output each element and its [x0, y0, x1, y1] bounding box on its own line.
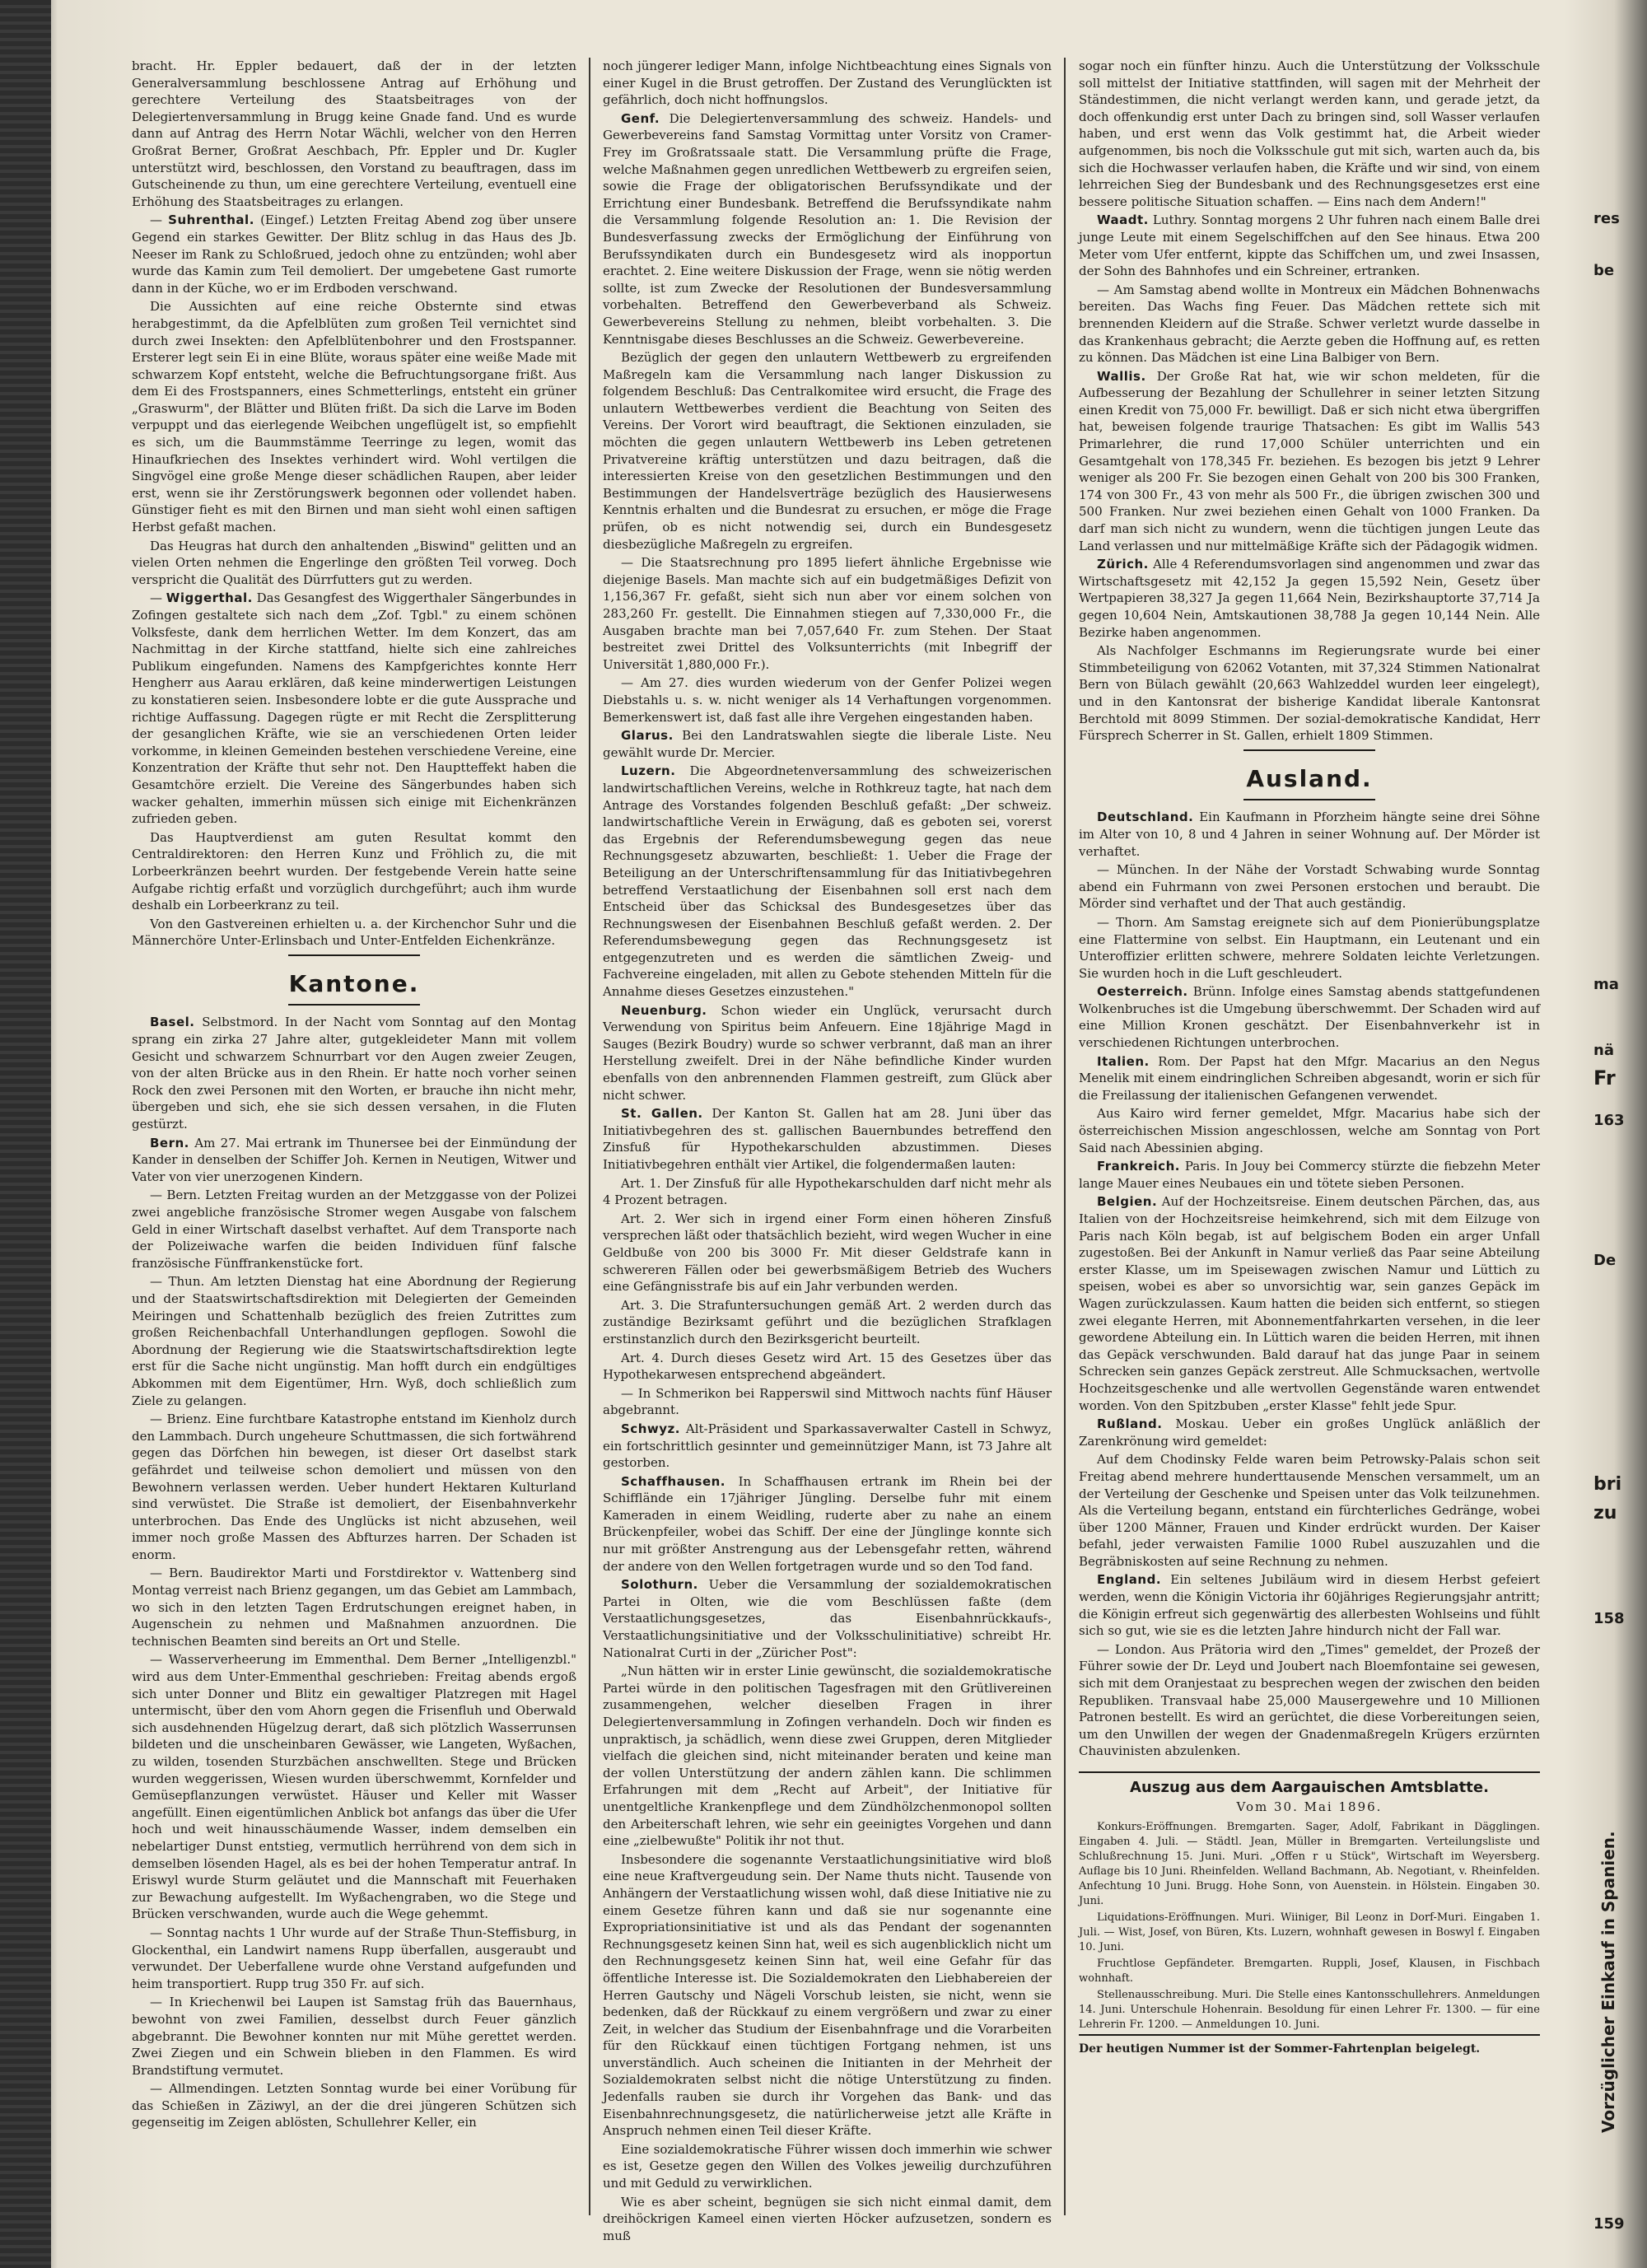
- article-text: bracht. Hr. Eppler bedauert, daß der in der letzten Generalversammlung beschlossene Antrag auf Erhöhung und gerechtere Verteilung des Staatsbeitrages von der Delegiertenversammlung in Brugg keine Gnade fand. Und es wurde dann auf Antrag des Herrn Notar Wächli, welcher von den Herren Großrat Berner, Großrat Aeschbach, Pfr. Eppler und Dr. Kugler unterstützt wird, beschlossen, den Vorstand zu beauftragen, dass im Gutscheinende zu thun, um eine gerechtere Verteilung, eventuell eine Erhöhung des Staatsbeitrages zu erlangen.: [132, 58, 576, 209]
- article-wallis: [1079, 368, 1540, 555]
- article-bern: [132, 1135, 576, 1186]
- article-text: Die Abgeordnetenversammlung des schweizerischen landwirtschaftlichen Vereins, welche in Rothkreuz tagte, hat nach dem Antrage des Vorstandes folgenden Beschluß gefaßt: „Der schweiz. landwirtschaftliche Verein in Erwägung, daß es geboten sei, vorerst das Ergebnis der Referendumsbewegung gegen das neue Rechnungsgesetz abzuwarten, beschließt: 1. Ueber die Frage der Beteiligung an der Unterschriftensammlung für das Initiativbegehren betreffend Verstaatlichung der Eisenbahnen soll erst nach dem Entscheid über das Schicksal des Bundesgesetzes über das Rechnungswesen der Eisenbahnen Beschluß gefaßt werden. 2. Der Referendumsbewegung gegen das Rechnungsgesetz ist entgegenzutreten und es werden die sämtlichen Zweig- und Fachvereine eingeladen, mit allen zu Gebote stehenden Mitteln für die Annahme dieses Gesetzes einzustehen.": [603, 763, 1052, 1000]
- article-text: Die Delegiertenversammlung des schweiz. Handels- und Gewerbevereins fand Samstag Vormittag unter Vorsitz von Cramer-Frey im Großratssaale statt. Die Versammlung prüfte die Frage, welche Maßnahmen gegen unredlichen Wettbewerb zu ergreifen seien, sowie die Frage der obligatorischen Berufssyndikate und der Errichtung einer Bundesbank. Betreffend die Berufssyndikate nahm die Versammlung folgende Resolution an: 1. Die Revision der Bundesverfassung zwecks der Ermöglichung der Einführung von Berufssyndikaten durch ein Bundesgesetz wird als inopportun erachtet. 2. Eine weitere Diskussion der Frage, wenn sie nötig werden sollte, ist zum Zwecke der Resolutionen der Bundesversammlung vorbehalten. Betreffend den Gewerbeverband als Schweiz. Gewerbevereins Stellung zu nehmen, bleibt vorbehalten. 3. Die Kenntnisgabe dieses Beschlusses an die Schweiz. Gewerbevereine.: [603, 110, 1052, 347]
- article-text: Ueber die Versammlung der sozialdemokratischen Partei in Olten, wie die vom Beschlüssen faßte (dem Verstaatlichungsgesetzes, das Eisenbahnrückkaufs-, Verstaatlichungsinitiative und der Volksschulinitiative) schreibt Hr. Nationalrat Curti in der „Züricher Post":: [603, 1577, 1052, 1660]
- place-heading: Italien.: [1097, 1053, 1150, 1069]
- article-text: — Am Samstag abend wollte in Montreux ein Mädchen Bohnenwachs bereiten. Das Wachs fing Feuer. Das Mädchen rettete sich mit brennenden Kleidern auf die Straße. Schwer verletzt wurde dasselbe in das Krankenhaus gebracht; die Aerzte geben die Hoffnung auf, es retten zu können. Das Mädchen ist eine Lina Balbiger von Bern.: [1079, 282, 1540, 366]
- article-text: — Bern. Letzten Freitag wurden an der Metzggasse von der Polizei zwei angebliche französische Stromer wegen Ausgabe von falschem Geld in einer Wirtschaft daselbst verhaftet. Auf dem Transporte nach der Polizeiwache warfen die beiden Individuen fünf falsche französische Fünffrankenstücke fort.: [132, 1188, 576, 1271]
- edge-fragment: be: [1593, 262, 1615, 279]
- place-heading: Wiggerthal.: [166, 590, 253, 606]
- article-england: [1079, 1571, 1540, 1639]
- article-text: — Sonntag nachts 1 Uhr wurde auf der Straße Thun-Steffisburg, in Glockenthal, ein Landwirt namens Rupp überfallen, ausgeraubt und verwundet. Der Ueberfallene wurde ohne Verstand aufgefunden und heim transportiert. Rupp trug 350 Fr. auf sich.: [132, 1925, 576, 1991]
- edge-fragment: zu: [1593, 1503, 1617, 1524]
- newspaper-page: [132, 58, 1548, 2243]
- article-schaffhausen: [603, 1473, 1052, 1575]
- article-text: Schon wieder ein Unglück, verursacht durch Verwendung von Spiritus beim Anfeuern. Eine 18jährige Magd in Sauges (Bezirk Boudry) wurde so schwer verbrannt, daß man an ihrer Herstellung zweifelt. Drei in der Nähe befindliche Kinder wurden ebenfalls von den anbrennenden Flammen gestreift, zum Glück aber nicht schwer.: [603, 1002, 1052, 1103]
- article-text: Rom. Der Papst hat den Mfgr. Macarius an den Negus Menelik mit einem eindringlichen Schreiben abgesandt, worin er sich für die Freilassung der italienischen Gefangenen verwendet.: [1079, 1053, 1540, 1103]
- article-text: Bei den Landratswahlen siegte die liberale Liste. Neu gewählt wurde Dr. Mercier.: [603, 728, 1052, 760]
- edge-fragment: Fr: [1593, 1066, 1616, 1090]
- place-heading: Frankreich.: [1097, 1159, 1180, 1174]
- column-2: [603, 58, 1052, 2243]
- article-st-gallen: [603, 1105, 1052, 1173]
- article-text: Als Nachfolger Eschmanns im Regierungsrate wurde bei einer Stimmbeteiligung von 62062 Votanten, mit 37,324 Stimmen Nationalrat Bern von Bülach gewählt (20,663 Wahlzeddel wurden leer eingelegt), und in den Kantonsrat der bisherige Kandidat liberale Kantonsrat Berchtold mit 8099 Stimmen. Der sozial-demokratische Kandidat, Herr Fürsprech Scherrer in St. Gallen, erhielt 1809 Stimmen.: [1079, 643, 1540, 744]
- place-heading: Bern.: [150, 1135, 189, 1150]
- article-neuenburg: [603, 1002, 1052, 1104]
- place-heading: Solothurn.: [621, 1577, 698, 1593]
- article-text: Art. 1. Der Zinsfuß für alle Hypothekarschulden darf nicht mehr als 4 Prozent betragen.: [603, 1175, 1052, 1208]
- article-text: Aus Kairo wird ferner gemeldet, Mfgr. Macarius habe sich der österreichischen Mission angeschlossen, welche am Sonntag von Port Said nach Abessinien abging.: [1079, 1106, 1540, 1155]
- amtsblatt-date: Vom 30. Mai 1896.: [1236, 1799, 1383, 1814]
- article-frankreich: [1079, 1158, 1540, 1192]
- article-text: (Eingef.) Letzten Freitag Abend zog über unsere Gegend ein starkes Gewitter. Der Blitz schlug in das Haus des Jb. Neeser im Rank zu Schloßrued, jedoch ohne zu entzünden; wohl aber wurde das Kamin zum Teil demoliert. Der umgebetene Gast rumorte dann in der Küche, wo er im Erdboden verschwand.: [132, 212, 576, 296]
- article-text: noch jüngerer lediger Mann, infolge Nichtbeachtung eines Signals von einer Kugel in die Brust getroffen. Der Zustand des Verunglückten ist gefährlich, doch nicht hoffnungslos.: [603, 58, 1052, 108]
- article-belgien: [1079, 1193, 1540, 1414]
- amtsblatt-title: Auszug aus dem Aargauischen Amtsblatte.: [1079, 1771, 1540, 1797]
- edge-vertical-advert: Vorzüglicher Einkauf in Spanien.: [1598, 1831, 1618, 2133]
- article-text: — Die Staatsrechnung pro 1895 liefert ähnliche Ergebnisse wie diejenige Basels. Man machte sich auf ein budgetmäßiges Defizit von 1,156,367 Fr. gefaßt, sieht sich nun aber vor einem solchen von 283,260 Fr. gestellt. Die Einnahmen stiegen auf 7,330,000 Fr., die Ausgaben brachte man bei 7,057,640 Fr. zum Stehen. Der Staat bestreitet zwei Drittel des Volksunterrichts (mit Inbegriff der Universität 1,880,000 Fr.).: [603, 555, 1052, 672]
- article-basel: [132, 1014, 576, 1132]
- place-heading: Schaffhausen.: [621, 1473, 726, 1489]
- place-heading: Zürich.: [1097, 557, 1149, 572]
- section-divider: [1243, 799, 1375, 800]
- place-heading: Glarus.: [621, 728, 674, 744]
- article-text: — Thun. Am letzten Dienstag hat eine Abordnung der Regierung und der Staatswirtschaftsdirektion mit Delegierten der Gemeinden Meiringen und Schattenhalb bezüglich des freien Zutrittes zum großen Reichenbachfall Unterhandlungen gepflogen. Sowohl die Abordnung der Regierung wie die Staatswirtschaftsdirektion legte erst für die Sache nicht ungünstig. Man hofft durch ein endgültiges Abkommen mit dem Eigentümer, Hrn. Wyß, doch schließlich zum Ziele zu gelangen.: [132, 1274, 576, 1408]
- article-text: — Brienz. Eine furchtbare Katastrophe entstand im Kienholz durch den Lammbach. Durch ungeheure Schuttmassen, die sich fortwährend gegen das Dörfchen hin bewegen, ist dieser Ort daselbst stark gefährdet und teilweise schon demoliert und müssen von den Bewohnern verlassen werden. Ueber hundert Hektaren Kulturland sind verwüstet. Die Straße ist demoliert, der Eisenbahnverkehr unterbrochen. Das Ende des Unglücks ist nicht abzusehen, weil immer noch große Massen des Abfturzes harren. Der Schaden ist enorm.: [132, 1412, 576, 1562]
- binding-gutter: [0, 0, 51, 2268]
- place-heading: Belgien.: [1097, 1194, 1158, 1210]
- article-italien: [1079, 1053, 1540, 1104]
- amtsblatt-entry: Konkurs-Eröffnungen. Bremgarten. Sager, Adolf, Fabrikant in Dägglingen. Eingaben 4. Juli. — Städtl. Jean, Müller in Bremgarten. Verteilungsliste und Schlußrechnung 15. Juni. Muri. „Offen r u Stück", Wirtschaft im Weyersberg. Auflage bis 10 Juni. Rheinfelden. Welland Bachmann, Ab. Negotiant, v. Rheinfelden. Anfechtung 10 Juni. Brugg. Hohe Sonn, von Auenstein. in Hölstein. Eingaben 30. Juni.: [1079, 1821, 1540, 1908]
- place-heading: England.: [1097, 1572, 1162, 1588]
- section-heading-kantone: Kantone.: [288, 969, 420, 997]
- article-text: Der Kanton St. Gallen hat am 28. Juni über das Initiativbegehren des st. gallischen Bauernbundes betreffend den Zinsfuß für Hypothekarschulden abzustimmen. Dieses Initiativbegehren enthält vier Artikel, die folgendermaßen lauten:: [603, 1106, 1052, 1172]
- adjacent-page-edge: [1593, 0, 1647, 2268]
- article-text: — In Kriechenwil bei Laupen ist Samstag früh das Bauernhaus, bewohnt von zwei Familien, desselbst durch Feuer gänzlich abgebrannt. Die Bewohner konnten nur mit Mühe gerettet werden. Zwei Ziegen und ein Schwein blieben in den Flammen. Es wird Brandstiftung vermutet.: [132, 1995, 576, 2078]
- section-heading-ausland: Ausland.: [1246, 764, 1373, 792]
- article-genf: [603, 110, 1052, 348]
- place-heading: St. Gallen.: [621, 1106, 703, 1122]
- article-schwyz: [603, 1421, 1052, 1472]
- article-text: Alle 4 Referendumsvorlagen sind angenommen und zwar das Wirtschaftsgesetz mit 42,152 Ja gegen 15,592 Nein, Gesetz über Wertpapieren 38,327 Ja gegen 11,664 Nein, Bezirkshauptorte 37,714 Ja gegen 10,604 Nein, Amtskautionen 38,788 Ja gegen 10,144 Nein. Alle Bezirke haben angenommen.: [1079, 557, 1540, 640]
- article-text: Selbstmord. In der Nacht vom Sonntag auf den Montag sprang ein zirka 27 Jahre alter, gutgekleideter Mann mit vollem Gesicht und schwarzem Schnurrbart vor den Augen zweier Zeugen, von der alten Brücke aus in den Rhein. Er hatte noch vorher seinen Rock den zwei Personen mit den Worten, er brauche ihn nicht mehr, übergeben und sich, ehe sie sich dessen versahen, in die Fluten gestürzt.: [132, 1015, 576, 1132]
- article-oesterreich: [1079, 983, 1540, 1051]
- article-text: Art. 4. Durch dieses Gesetz wird Art. 15 des Gesetzes über das Hypothekarwesen entsprechend abgeändert.: [603, 1350, 1052, 1383]
- article-russland: [1079, 1416, 1540, 1449]
- article-text: Wie es aber scheint, begnügen sie sich nicht einmal damit, dem dreihöckrigen Kameel einen vierten Höcker aufzusetzen, sondern es muß: [603, 2194, 1052, 2243]
- article-suhrenthal: — Suhrenthal. (Eingef.) Letzten Freitag Abend zog über unsere Gegend ein starkes Gewitter. Der Blitz schlug in das Haus des Jb. Neeser im Rank zu Schloßrued, jedoch ohne zu entzünden; wohl aber wurde das Kamin zum Teil demoliert. Der umgebetene Gast rumorte dann in der Küche, wo er im Erdboden verschwand.: [132, 212, 576, 296]
- place-heading: Neuenburg.: [621, 1002, 707, 1018]
- place-heading: Basel.: [150, 1015, 195, 1030]
- article-text: Das Hauptverdienst am guten Resultat kommt den Centraldirektoren: den Herren Kunz und Fröhlich zu, die mit Lorbeerkränzen beehrt wurden. Der festgebende Verein hatte seine Aufgabe richtig erfaßt und vorzüglich durchgeführt; auch ihm wurde deshalb ein Lorbeerkranz zu teil.: [132, 829, 576, 913]
- place-heading: Luzern.: [621, 763, 676, 779]
- place-heading: Oesterreich.: [1097, 984, 1188, 1000]
- article-text: — Wasserverheerung im Emmenthal. Dem Berner „Intelligenzbl." wird aus dem Unter-Emmenthal geschrieben: Freitag abends ergoß sich unter Donner und Blitz ein gewaltiger Platzregen mit Hagel untermischt, über den vom Ahorn gegen die Frisenfluh und Oberwald sich ausdehnenden Hügelzug derart, daß sich plötzlich Wasserrunsen bildeten und die unscheinbaren Gewässer, wie Langeten, Wyßachen, zu wilden, tosenden Sturzbächen anschwellten. Stege und Brücken wurden weggerissen, Wiesen wurden überschwemmt, Kornfelder und Gemüsepflanzungen verwüstet. Häuser und Keller mit Wasser angefüllt. Einen eigentümlichen Anblick bot anfangs das über die Ufer hoch und weit hinausschäumende Wasser, indem demselben ein nebelartiger Dunst entstieg, vermutlich herrührend von dem sich in demselben lösenden Hagel, als es bei der hohen Temperatur antraf. In Eriswyl wurde Sturm geläutet und die Mannschaft mit Feuerhaken zur Bewachung aufgestellt. Im Wyßachengraben, wo die Stege und Brücken verschwanden, wurde auch die Wege gehemmt.: [132, 1652, 576, 1922]
- article-text: Brünn. Infolge eines Samstag abends stattgefundenen Wolkenbruches ist die Umgebung überschwemmt. Der Schaden wird auf eine Million Kronen geschätzt. Der Eisenbahnverkehr ist in verschiedenen Richtungen unterbrochen.: [1079, 984, 1540, 1051]
- article-solothurn: [603, 1576, 1052, 1661]
- article-text: — Bern. Baudirektor Marti und Forstdirektor v. Wattenberg sind Montag verreist nach Brienz gegangen, um das Gebiet am Lammbach, wo sich in den letzten Tagen Erdrutschungen ereignet haben, in Augenschein zu nehmen und Maßnahmen anzuordnen. Die technischen Beamten sind bereits an Ort und Stelle.: [132, 1566, 576, 1649]
- place-heading: Waadt.: [1097, 212, 1149, 228]
- place-heading: Suhrenthal.: [168, 212, 254, 228]
- section-divider: [1243, 749, 1375, 751]
- article-text: — In Schmerikon bei Rapperswil sind Mittwoch nachts fünf Häuser abgebrannt.: [603, 1385, 1052, 1418]
- article-text: Insbesondere die sogenannte Verstaatlichungsinitiative wird bloß eine neue Kraftvergeudung sein. Der Name thuts nicht. Tausende von Anhängern der Verstaatlichung wissen wohl, daß diese Initiative nie zu einem Gesetze führen kann und daß sie nur sogenannte eine Expropriationsinitiative ist und als das Pendant der sogenannten Rechnungsgesetz keinen Sinn hat, weil es sich augenblicklich nicht um den Rechnungsgesetz keinen Sinn hat, weil eine Gefahr für das öffentliche Interesse ist. Die Sozialdemokraten den Liebhabereien der Herren Gautschy und Nägeli Vorschub leisten, sie nicht, wenn sie bedenken, daß der Rückkauf zu einem vergrößern und zwar zu einer Zeit, in welcher das Studium der Eisenbahnfrage und die Vorarbeiten für den Rückkauf einen tüchtigen Fortgang nehmen, ist uns unverständlich. Auch scheinen die Initianten in der Mehrheit der Sozialdemokraten selbst nicht die nötige Unterstützung zu finden. Jedenfalls rauben sie durch ihr Vorgehen das Bank- und das Eisenbahnrechnungsgesetz, die natürlicherweise jetzt alle Kräfte in Anspruch nehmen einen Teil dieser Kräfte.: [603, 1851, 1052, 2139]
- column-1: [132, 58, 576, 2232]
- article-text: Das Gesangfest des Wiggerthaler Sängerbundes in Zofingen gestaltete sich nach dem „Zof. Tgbl." zu einem schönen Volksfeste, dank dem herrlichen Wetter. Im dem Konzert, das am Nachmittag in der Kirche stattfand, hielte sich eine zahlreiches Publikum eingefunden. Namens des Kampfgerichtes konnte Herr Hengherr aus Aarau erklären, daß keine minderwertigen Leistungen zu konstatieren seien. Insbesondere lobte er die gute Aussprache und richtige Auffassung. Dagegen rügte er mit Recht die Zersplitterung der gesanglichen Kräfte, wie sie an verschiedenen Orten leider vorkomme, in kleinen Gemeinden bestehen verschiedene Vereine, eine Konzentration der Kräfte thut sehr not. Den Hauptteffekt haben die Gesamtchöre erzielt. Die Vereine des Sängerbundes haben sich wacker gehalten, immerhin müssen sich einige mit Eichenkränzen zufrieden geben.: [132, 590, 576, 827]
- article-text: Auf dem Chodinsky Felde waren beim Petrowsky-Palais schon seit Freitag abend mehrere hunderttausende Menschen versammelt, um an der Verteilung der Geschenke und Speisen unter das Volk teilzunehmen. Als die Verteilung begann, entstand ein fürchterliches Gedränge, wobei über 1200 Männer, Frauen und Kinder erdrückt wurden. Der Kaiser befahl, jeder verwaisten Familie 1000 Rubel auszuzahlen und die Begräbniskosten auf seine Rechnung zu nehmen.: [1079, 1452, 1540, 1569]
- section-divider: [288, 954, 420, 956]
- article-text: — Allmendingen. Letzten Sonntag wurde bei einer Vorübung für das Schießen in Zäziwyl, an der die drei jüngeren Schützen sich gegenseitig im Zeigen ablösten, Schullehrer Keller, ein: [132, 2081, 576, 2130]
- article-text: Art. 3. Die Strafuntersuchungen gemäß Art. 2 werden durch das zuständige Bezirksamt geführt und die bezüglichen Strafklagen erstinstanzlich durch den Bezirksgericht beurteilt.: [603, 1297, 1052, 1346]
- article-text: Am 27. Mai ertrank im Thunersee bei der Einmündung der Kander in denselben der Schiffer Joh. Kernen in Neutigen, Witwer und Vater von vier unerzogenen Kindern.: [132, 1135, 576, 1184]
- article-text: Moskau. Ueber ein großes Unglück anläßlich der Zarenkrönung wird gemeldet:: [1079, 1416, 1540, 1449]
- column-rule: [1064, 58, 1066, 2215]
- supplement-notice: Der heutigen Nummer ist der Sommer-Fahrtenplan beigelegt.: [1079, 2034, 1540, 2058]
- article-text: „Nun hätten wir in erster Linie gewünscht, die sozialdemokratische Partei würde in den politischen Tagesfragen mit den Grütlivereinen zusammengehen, welcher dieselben Fragen in ihrer Delegiertenversammlung in Zofingen verhandeln. Doch wir finden es unpraktisch, ja schädlich, wenn diese zwei Gruppen, deren Mitglieder vielfach die gleichen sind, nicht miteinander beraten und keine man der vollen Unterstützung der andern zählen kann. Die schlimmen Erfahrungen mit dem „Recht auf Arbeit", der Initiative für unentgeltliche Krankenpflege und dem Zündhölzchenmonopol sollten den Arbeiterschaft lehren, wie sehr ein geeinigtes Vorgehen und dann eine „zielbewußte" Politik ihr not thut.: [603, 1664, 1052, 1849]
- article-glarus: [603, 727, 1052, 761]
- place-heading: Wallis.: [1097, 368, 1146, 384]
- article-wiggerthal: — Wiggerthal. Das Gesangfest des Wiggerthaler Sängerbundes in Zofingen gestaltete sich nach dem „Zof. Tgbl." zu einem schönen Volksfeste, dank dem herrlichen Wetter. Im dem Konzert, das am Nachmittag in der Kirche stattfand, hielte sich eine zahlreiches Publikum eingefunden. Namens des Kampfgerichtes konnte Herr Hengherr aus Aarau erklären, daß keine minderwertigen Leistungen zu konstatieren seien. Insbesondere lobte er die gute Aussprache und richtige Auffassung. Dagegen rügte er mit Recht die Zersplitterung der gesanglichen Kräfte, wie sie an verschiedenen Orten leider vorkomme, in kleinen Gemeinden bestehen verschiedene Vereine, eine Konzentration der Kräfte thut sehr not. Den Hauptteffekt haben die Gesamtchöre erzielt. Die Vereine des Sängerbundes haben sich wacker gehalten, immerhin müssen sich einige mit Eichenkränzen zufrieden geben.: [132, 590, 576, 827]
- article-text: In Schaffhausen ertrank im Rhein bei der Schifflände ein 17jähriger Jüngling. Derselbe fuhr mit einem Kameraden in einem Weidling, ruderte aber zu nahe an einem Brückenpfeiler, wobei das Schiff. Der eine der Jünglinge konnte sich nur mit größter Anstrengung aus der Lebensgefahr retten, während der andere von den Wellen fortgetragen wurde und so den Tod fand.: [603, 1473, 1052, 1574]
- edge-fragment: res: [1593, 210, 1620, 227]
- article-luzern: [603, 763, 1052, 1000]
- amtsblatt-entry: Fruchtlose Gepfändeter. Bremgarten. Ruppli, Josef, Klausen, in Fischbach wohnhaft.: [1079, 1958, 1540, 1986]
- edge-fragment: 159: [1593, 2215, 1625, 2233]
- article-text: — Am 27. dies wurden wiederum von der Genfer Polizei wegen Diebstahls u. s. w. nicht weniger als 14 Verhaftungen vorgenommen. Bemerkenswert ist, daß fast alle ihre Vergehen eingestanden haben.: [603, 675, 1052, 725]
- article-text: sogar noch ein fünfter hinzu. Auch die Unterstützung der Volksschule soll mittelst der Initiative stattfinden, will sagen mit der Mehrheit der Ständestimmen, die nicht verlangt werden kann, und gerade jetzt, da doch offenkundig erst unter Dach zu bringen sind, soll Wasser verlaufen haben, und erst wenn das Volk gestimmt hat, die Arbeit wieder aufgenommen, bis noch die Volksschule gut mit sich, warten auch da, bis sich die Hochwasser verlaufen haben, die Kräfte und wir sind, von einem lehrreichen Sieg der Bundesbank und des Rechnungsgesetzes erst eine bessere politische Situation schaffen. — Eins nach dem Andern!": [1079, 58, 1540, 209]
- article-text: Der Große Rat hat, wie wir schon meldeten, für die Aufbesserung der Bezahlung der Schullehrer in seiner letzten Sitzung einen Kredit von 75,000 Fr. bewilligt. Daß er sich nicht etwa übergriffen hat, beweisen folgende traurige Thatsachen: Es gibt im Wallis 543 Primarlehrer, die rund 17,000 Schüler unterrichten und ein Gesamtgehalt von 178,345 Fr. beziehen. Es bezogen bis jetzt 9 Lehrer weniger als 200 Fr. Sie bezogen einen Gehalt von 200 bis 300 Franken, 174 von 300 Fr., 43 von mehr als 500 Fr., die übrigen zwischen 300 und 500 Franken. Nur zwei beziehen einen Gehalt von 1000 Franken. Da darf man sich nicht zu wundern, wenn die tüchtigen jungen Leute das Land verlassen und nur mittelmäßige Kräfte sich der Pädagogik widmen.: [1079, 368, 1540, 553]
- article-deutschland: [1079, 809, 1540, 860]
- article-text: Bezüglich der gegen den unlautern Wettbewerb zu ergreifenden Maßregeln kam die Versammlung nach langer Diskussion zu folgendem Beschluß: Das Centralkomitee wird ersucht, die Frage des unlautern Wettbewerbes verdient die Beachtung von Seiten des Vereins. Der Vorort wird beauftragt, die Sektionen einzuladen, sie möchten die gegen unlautern Wettbewerb ins Leben getretenen Privatvereine kräftig unterstützen und dazu beitragen, daß die interessierten Kreise von den gesetzlichen Bestimmungen und den Bestimmungen der Handelsverträge bezüglich des Hausierwesens Kenntnis erhalten und die Bundesrat zu ersuchen, er möge die Frage prüfen, ob es nicht notwendig sei, durch ein Bundesgesetz diesbezügliche Maßregeln zu ergreifen.: [603, 350, 1052, 552]
- article-text: Das Heugras hat durch den anhaltenden „Biswind" gelitten und an vielen Orten nehmen die Engerlinge den größten Teil vorweg. Doch verspricht die Qualität des Dürrfutters gut zu werden.: [132, 538, 576, 587]
- edge-fragment: nä: [1593, 1042, 1614, 1059]
- edge-fragment: 163: [1593, 1112, 1625, 1129]
- place-heading: Genf.: [621, 110, 660, 126]
- article-text: Art. 2. Wer sich in irgend einer Form einen höheren Zinsfuß versprechen läßt oder thatsächlich bezieht, wird wegen Wucher in eine Geldbuße von 200 bis 3000 Fr. Mit dieser Geldstrafe kann in schwereren Fällen oder bei gewerbsmäßigem Betrieb des Wuchers eine Gefängnisstrafe bis auf ein Jahr verbunden werden.: [603, 1211, 1052, 1295]
- amtsblatt-entry: Stellenausschreibung. Muri. Die Stelle eines Kantonsschullehrers. Anmeldungen 14. Juni. Unterschule Hohenrain. Besoldung für einen Lehrer Fr. 1300. — für eine Lehrerin Fr. 1200. — Anmeldungen 10. Juni.: [1079, 1989, 1540, 2032]
- place-heading: Schwyz.: [621, 1421, 680, 1436]
- article-waadt: [1079, 212, 1540, 279]
- article-text: Alt-Präsident und Sparkassaverwalter Castell in Schwyz, ein fortschrittlich gesinnter und gemeinnütziger Mann, ist 73 Jahre alt gestorben.: [603, 1421, 1052, 1471]
- place-heading: Deutschland.: [1097, 810, 1194, 825]
- edge-fragment: De: [1593, 1252, 1617, 1269]
- section-divider: [288, 1004, 420, 1006]
- article-text: — Thorn. Am Samstag ereignete sich auf dem Pionierübungsplatze eine Flattermine von selbst. Ein Hauptmann, ein Leutenant und ein Unteroffizier erlitten schwere, mehrere Soldaten leichte Verletzungen. Sie wurden hoch in die Luft geschleudert.: [1079, 914, 1540, 981]
- edge-fragment: ma: [1593, 976, 1619, 993]
- article-text: Paris. In Jouy bei Commercy stürzte die fiebzehn Meter lange Mauer eines Neubaues ein und tötete sieben Personen.: [1079, 1159, 1540, 1191]
- article-text: Eine sozialdemokratische Führer wissen doch immerhin wie schwer es ist, Gesetze gegen den Willen des Volkes jeweilig durchzuführen und mit Geduld zu verwirklichen.: [603, 2141, 1052, 2191]
- article-text: — München. In der Nähe der Vorstadt Schwabing wurde Sonntag abend ein Fuhrmann von zwei Personen erstochen und beraubt. Die Mörder sind verhaftet und der That auch geständig.: [1079, 862, 1540, 912]
- amtsblatt-entry: Liquidations-Eröffnungen. Muri. Wiiniger, Bil Leonz in Dorf-Muri. Eingaben 1. Juli. — Wist, Josef, von Büren, Kts. Luzern, wohnhaft gewesen in Boswyl f. Eingaben 10. Juni.: [1079, 1911, 1540, 1954]
- article-text: Ein Kaufmann in Pforzheim hängte seine drei Söhne im Alter von 10, 8 und 4 Jahren in seiner Wohnung auf. Der Mörder ist verhaftet.: [1079, 810, 1540, 859]
- edge-fragment: 158: [1593, 1610, 1625, 1627]
- article-text: Die Aussichten auf eine reiche Obsternte sind etwas herabgestimmt, da die Apfelblüten zum großen Teil vernichtet sind durch zwei Insekten: den Apfelblütenbohrer und den Frostspanner. Ersterer legt sein Ei in eine Blüte, woraus später eine weiße Made mit schwarzem Kopf entsteht, welche die Befruchtungsorgane frißt. Aus dem Ei des Frostspanners, eines Schmetterlings, entsteht ein grüner „Graswurm", der Blätter und Blüten frißt. Da sich die Larve im Boden verpuppt und das eierlegende Weibchen ungeflügelt ist, so empfiehlt es sich, um die Baummstämme Teerringe zu legen, womit das Hinaufkriechen des Insektes verhindert wird. Wohl vertilgen die Singvögel eine große Menge dieser schädlichen Raupen, aber leider erst, wenn sie ihr Zerstörungswerk begonnen oder vollendet haben. Günstiger fieht es mit den Birnen und man sieht wohl einen saftigen Herbst gefaßt machen.: [132, 299, 576, 535]
- article-text: Ein seltenes Jubiläum wird in diesem Herbst gefeiert werden, wenn die Königin Victoria ihr 60jähriges Regierungsjahr antritt; die Königin erfreut sich gegenwärtig des allerbesten Wohlseins und fühlt sich so gut, wie sie es die letzten Jahre hindurch nicht der Fall war.: [1079, 1572, 1540, 1639]
- column-3: [1079, 58, 1540, 2232]
- article-text: Von den Gastvereinen erhielten u. a. der Kirchenchor Suhr und die Männerchöre Unter-Erlinsbach und Unter-Entfelden Eichenkränze.: [132, 916, 576, 949]
- article-text: — London. Aus Prätoria wird den „Times" gemeldet, der Prozeß der Führer sowie der Dr. Leyd und Joubert nach Bloemfontaine sei gewesen, sich mit dem Oranjestaat zu besprechen wegen der zwischen den beiden Republiken. Transvaal habe 25,000 Mausergewehre und 10 Millionen Patronen bestellt. Es wird an gerüchtet, die diese Vorbereitungen seien, um den Unwillen der wegen der Gnadenmaßregeln Krügers erzürnten Chauvinisten abzulenken.: [1079, 1641, 1540, 1759]
- column-rule: [589, 58, 590, 2215]
- article-zuerich: [1079, 556, 1540, 641]
- article-text: Auf der Hochzeitsreise. Einem deutschen Pärchen, das, aus Italien von der Hochzeitsreise heimkehrend, sich mit dem Eilzuge von Paris nach Köln begab, ist auf belgischem Boden ein arger Unfall zugestoßen. Bei der Ankunft in Namur verließ das Paar seine Abteilung erster Klasse, um im Speisewagen zwischen Namur und Lüttich zu speisen, wobei es aber so unvorsichtig war, sein ganzes Gepäck im Wagen zurückzulassen. Kaum hatten die beiden sich entfernt, so stiegen zwei elegante Herren, mit Abonnementfahrkarten versehen, in die leer gewordene Abteilung ein. In Lüttich waren die beiden Herren, mit ihnen das Gepäck verschwunden. Bald darauf hat das junge Paar in seinem Schrecken sein ganzes Gepäck zerstreut. Alle Schmucksachen, wertvolle Hochzeitsgeschenke und alle wertvollen Gegenstände waren entwendet worden. Von den Spitzbuben „erster Klasse" fehlt jede Spur.: [1079, 1194, 1540, 1413]
- edge-fragment: bri: [1593, 1474, 1622, 1495]
- place-heading: Rußland.: [1097, 1416, 1163, 1432]
- article-text: Luthry. Sonntag morgens 2 Uhr fuhren nach einem Balle drei junge Leute mit einem Segelschiffchen auf den See hinaus. Etwa 200 Meter vom Ufer entfernt, kippte das Schiffchen um, und zwei Insassen, der Sohn des Bahnhofes und ein Schreiner, ertranken.: [1079, 212, 1540, 279]
